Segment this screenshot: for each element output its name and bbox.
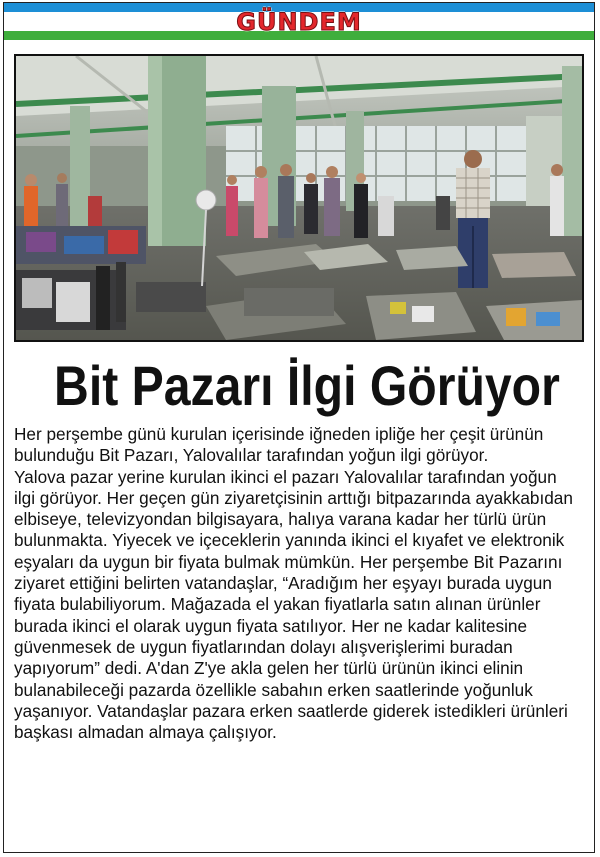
article-body <box>14 424 582 743</box>
section-label: GÜNDEM <box>236 8 362 36</box>
article-lead: Her perşembe günü kurulan içerisinde iğneden ipliğe her çeşit ürünün bulunduğu Bit Pazarı, Yalovalılar tarafından yoğun ilgi görüyor. <box>14 424 544 466</box>
article-photo <box>14 54 584 342</box>
section-header <box>4 3 594 40</box>
article-headline: Bit Pazarı İlgi Görüyor <box>54 354 560 417</box>
article-paragraph: Yalova pazar yerine kurulan ikinci el pazarı Yalovalılar tarafından yoğun ilgi görüyor. Her geçen gün ziyaretçisinin arttığı bitpazarında ayakkabıdan elbiseye, televizyondan bilgisayara, halıya varana kadar her türlü ürün bulunmakta. Yiyecek ve içeceklerin yanında ikinci el kıyafet ve elektronik eşyaları da uygun bir fiyata bulmak mümkün. Her perşembe Bit Pazarını ziyaret ettiğini belirten vatandaşlar, “Aradığım her eşyayı burada uygun fiyata bulabiliyorum. Mağazada el yakan fiyatlarla satın alınan ürünler burada ikinci el olarak uygun fiyata satılıyor. Her ne kadar kalitesine güvenmesek de uygun fiyatlarından dolayı alışverişlerimi buradan yapıyorum” dedi. A'dan Z'ye akla gelen her türlü ürünün ikinci elinin bulanabileceği pazarda özellikle sabahın erken saatlerinde yoğunluk yaşanıyor. Vatandaşlar pazara erken saatlerde giderek istedikleri ürünleri başkası almadan almaya çalışıyor. <box>14 466 573 743</box>
